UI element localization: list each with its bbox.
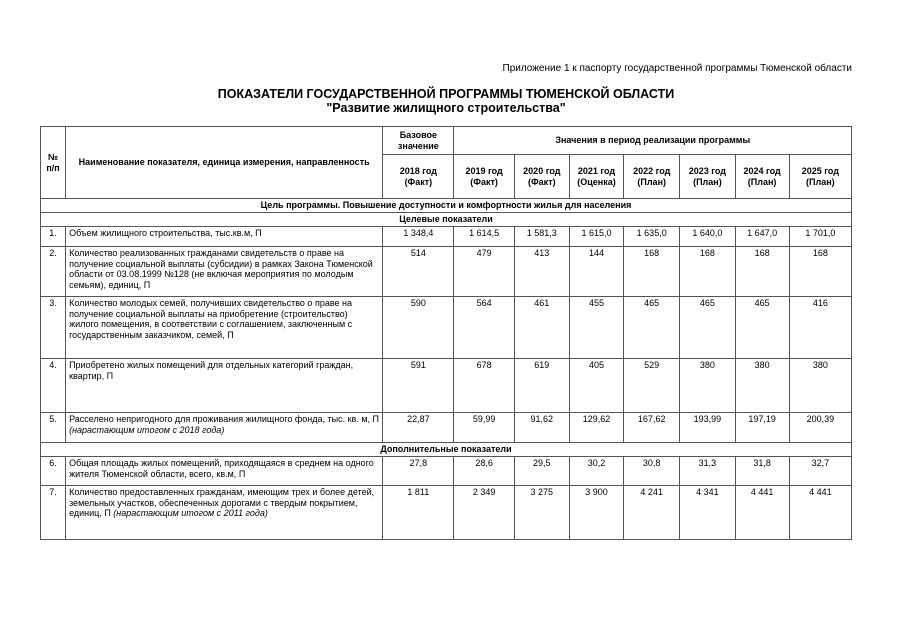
row-value-2019: 678 [454,359,514,413]
row-value-2023: 465 [680,297,735,359]
row-value-2025: 1 701,0 [789,227,851,247]
row-value-2018: 22,87 [383,413,454,443]
row-value-2022: 529 [624,359,680,413]
row-value-2018: 591 [383,359,454,413]
row-value-2025: 32,7 [789,457,851,486]
row-name: Количество реализованных гражданами свидетельств о праве на получение социальной выплаты (субсидии) в рамках Закона Тюменской области от 03.08.1999 №128 (не включая мероприятия по молодым семьям), единиц, П [66,247,383,297]
header-num: № п/п [41,127,66,199]
row-value-2024: 31,8 [735,457,789,486]
row-value-2018: 1 811 [383,486,454,540]
row-value-2023: 31,3 [680,457,735,486]
section-target-row [41,213,852,227]
row-name-note: (нарастающим итогом с 2011 года) [113,508,268,518]
header-year-2018: 2018 год (Факт) [383,155,454,199]
row-value-2025: 416 [789,297,851,359]
row-name: Общая площадь жилых помещений, приходящаяся в среднем на одного жителя Тюменской области, всего, кв.м, П [66,457,383,486]
row-value-2025: 380 [789,359,851,413]
appendix-note: Приложение 1 к паспорту государственной программы Тюменской области [502,63,852,74]
row-value-2018: 1 348,4 [383,227,454,247]
row-name: Объем жилищного строительства, тыс.кв.м, П [66,227,383,247]
row-num: 1. [41,227,66,247]
row-value-2019: 28,6 [454,457,514,486]
row-value-2024: 1 647,0 [735,227,789,247]
row-value-2020: 3 275 [514,486,569,540]
row-value-2024: 465 [735,297,789,359]
row-value-2019: 564 [454,297,514,359]
row-value-2025: 200,39 [789,413,851,443]
header-name: Наименование показателя, единица измерения, направленность [66,127,383,199]
row-value-2023: 168 [680,247,735,297]
row-value-2019: 479 [454,247,514,297]
row-value-2019: 2 349 [454,486,514,540]
row-value-2021: 144 [569,247,623,297]
row-value-2023: 193,99 [680,413,735,443]
row-value-2021: 30,2 [569,457,623,486]
row-value-2021: 1 615,0 [569,227,623,247]
row-name: Количество молодых семей, получивших свидетельство о праве на получение социальной выплаты на приобретение (строительство) жилого помещения, в соответствии с соглашением, заключенным с государственным заказчиком, семей, П [66,297,383,359]
row-value-2020: 29,5 [514,457,569,486]
row-value-2020: 91,62 [514,413,569,443]
row-value-2024: 4 441 [735,486,789,540]
row-num: 5. [41,413,66,443]
row-value-2022: 1 635,0 [624,227,680,247]
header-year-2019: 2019 год (Факт) [454,155,514,199]
row-value-2022: 465 [624,297,680,359]
row-value-2020: 413 [514,247,569,297]
row-num: 6. [41,457,66,486]
header-row-1 [41,127,852,155]
header-period: Значения в период реализации программы [454,127,852,155]
row-value-2025: 168 [789,247,851,297]
row-value-2021: 455 [569,297,623,359]
row-value-2020: 461 [514,297,569,359]
goal-row [41,199,852,213]
row-value-2023: 380 [680,359,735,413]
table-row [41,247,852,297]
table-row [41,413,852,443]
header-year-2024: 2024 год (План) [735,155,789,199]
row-value-2025: 4 441 [789,486,851,540]
header-year-2022: 2022 год (План) [624,155,680,199]
section-target: Целевые показатели [41,213,852,227]
table-row [41,359,852,413]
section-additional: Дополнительные показатели [41,443,852,457]
row-name [66,486,383,540]
row-value-2024: 380 [735,359,789,413]
row-value-2019: 1 614,5 [454,227,514,247]
row-value-2020: 1 581,3 [514,227,569,247]
row-value-2019: 59,99 [454,413,514,443]
document-title [40,87,852,115]
row-num: 2. [41,247,66,297]
row-name: Приобретено жилых помещений для отдельных категорий граждан, квартир, П [66,359,383,413]
title-line-2: "Развитие жилищного строительства" [326,101,566,115]
table-row [41,457,852,486]
row-value-2018: 590 [383,297,454,359]
row-value-2020: 619 [514,359,569,413]
indicators-table [40,126,852,540]
row-name-text: Количество предоставленных гражданам, имеющим трех и более детей, земельных участков, обеспеченных дорогами с твердым покрытием, единиц, П [69,487,375,518]
header-year-2025: 2025 год (План) [789,155,851,199]
title-line-1: ПОКАЗАТЕЛИ ГОСУДАРСТВЕННОЙ ПРОГРАММЫ ТЮМЕНСКОЙ ОБЛАСТИ [217,87,675,101]
row-num: 3. [41,297,66,359]
row-value-2018: 27,8 [383,457,454,486]
header-year-2021: 2021 год (Оценка) [569,155,623,199]
section-additional-row [41,443,852,457]
row-value-2023: 4 341 [680,486,735,540]
row-value-2022: 168 [624,247,680,297]
header-year-2023: 2023 год (План) [680,155,735,199]
row-value-2022: 30,8 [624,457,680,486]
table-row [41,227,852,247]
row-value-2024: 168 [735,247,789,297]
row-name-note: (нарастающим итогом с 2018 года) [69,424,225,435]
header-year-2020: 2020 год (Факт) [514,155,569,199]
goal-text: Цель программы. Повышение доступности и комфортности жилья для населения [41,199,852,213]
row-value-2022: 167,62 [624,413,680,443]
row-value-2024: 197,19 [735,413,789,443]
row-num: 4. [41,359,66,413]
row-value-2021: 129,62 [569,413,623,443]
row-value-2021: 3 900 [569,486,623,540]
table-row [41,297,852,359]
header-base: Базовое значение [383,127,454,155]
row-name [66,413,383,443]
row-value-2018: 514 [383,247,454,297]
row-num: 7. [41,486,66,540]
row-name-text: Расселено непригодного для проживания жилищного фонда, тыс. кв. м, П [69,414,379,424]
row-value-2022: 4 241 [624,486,680,540]
row-value-2021: 405 [569,359,623,413]
row-value-2023: 1 640,0 [680,227,735,247]
table-row [41,486,852,540]
